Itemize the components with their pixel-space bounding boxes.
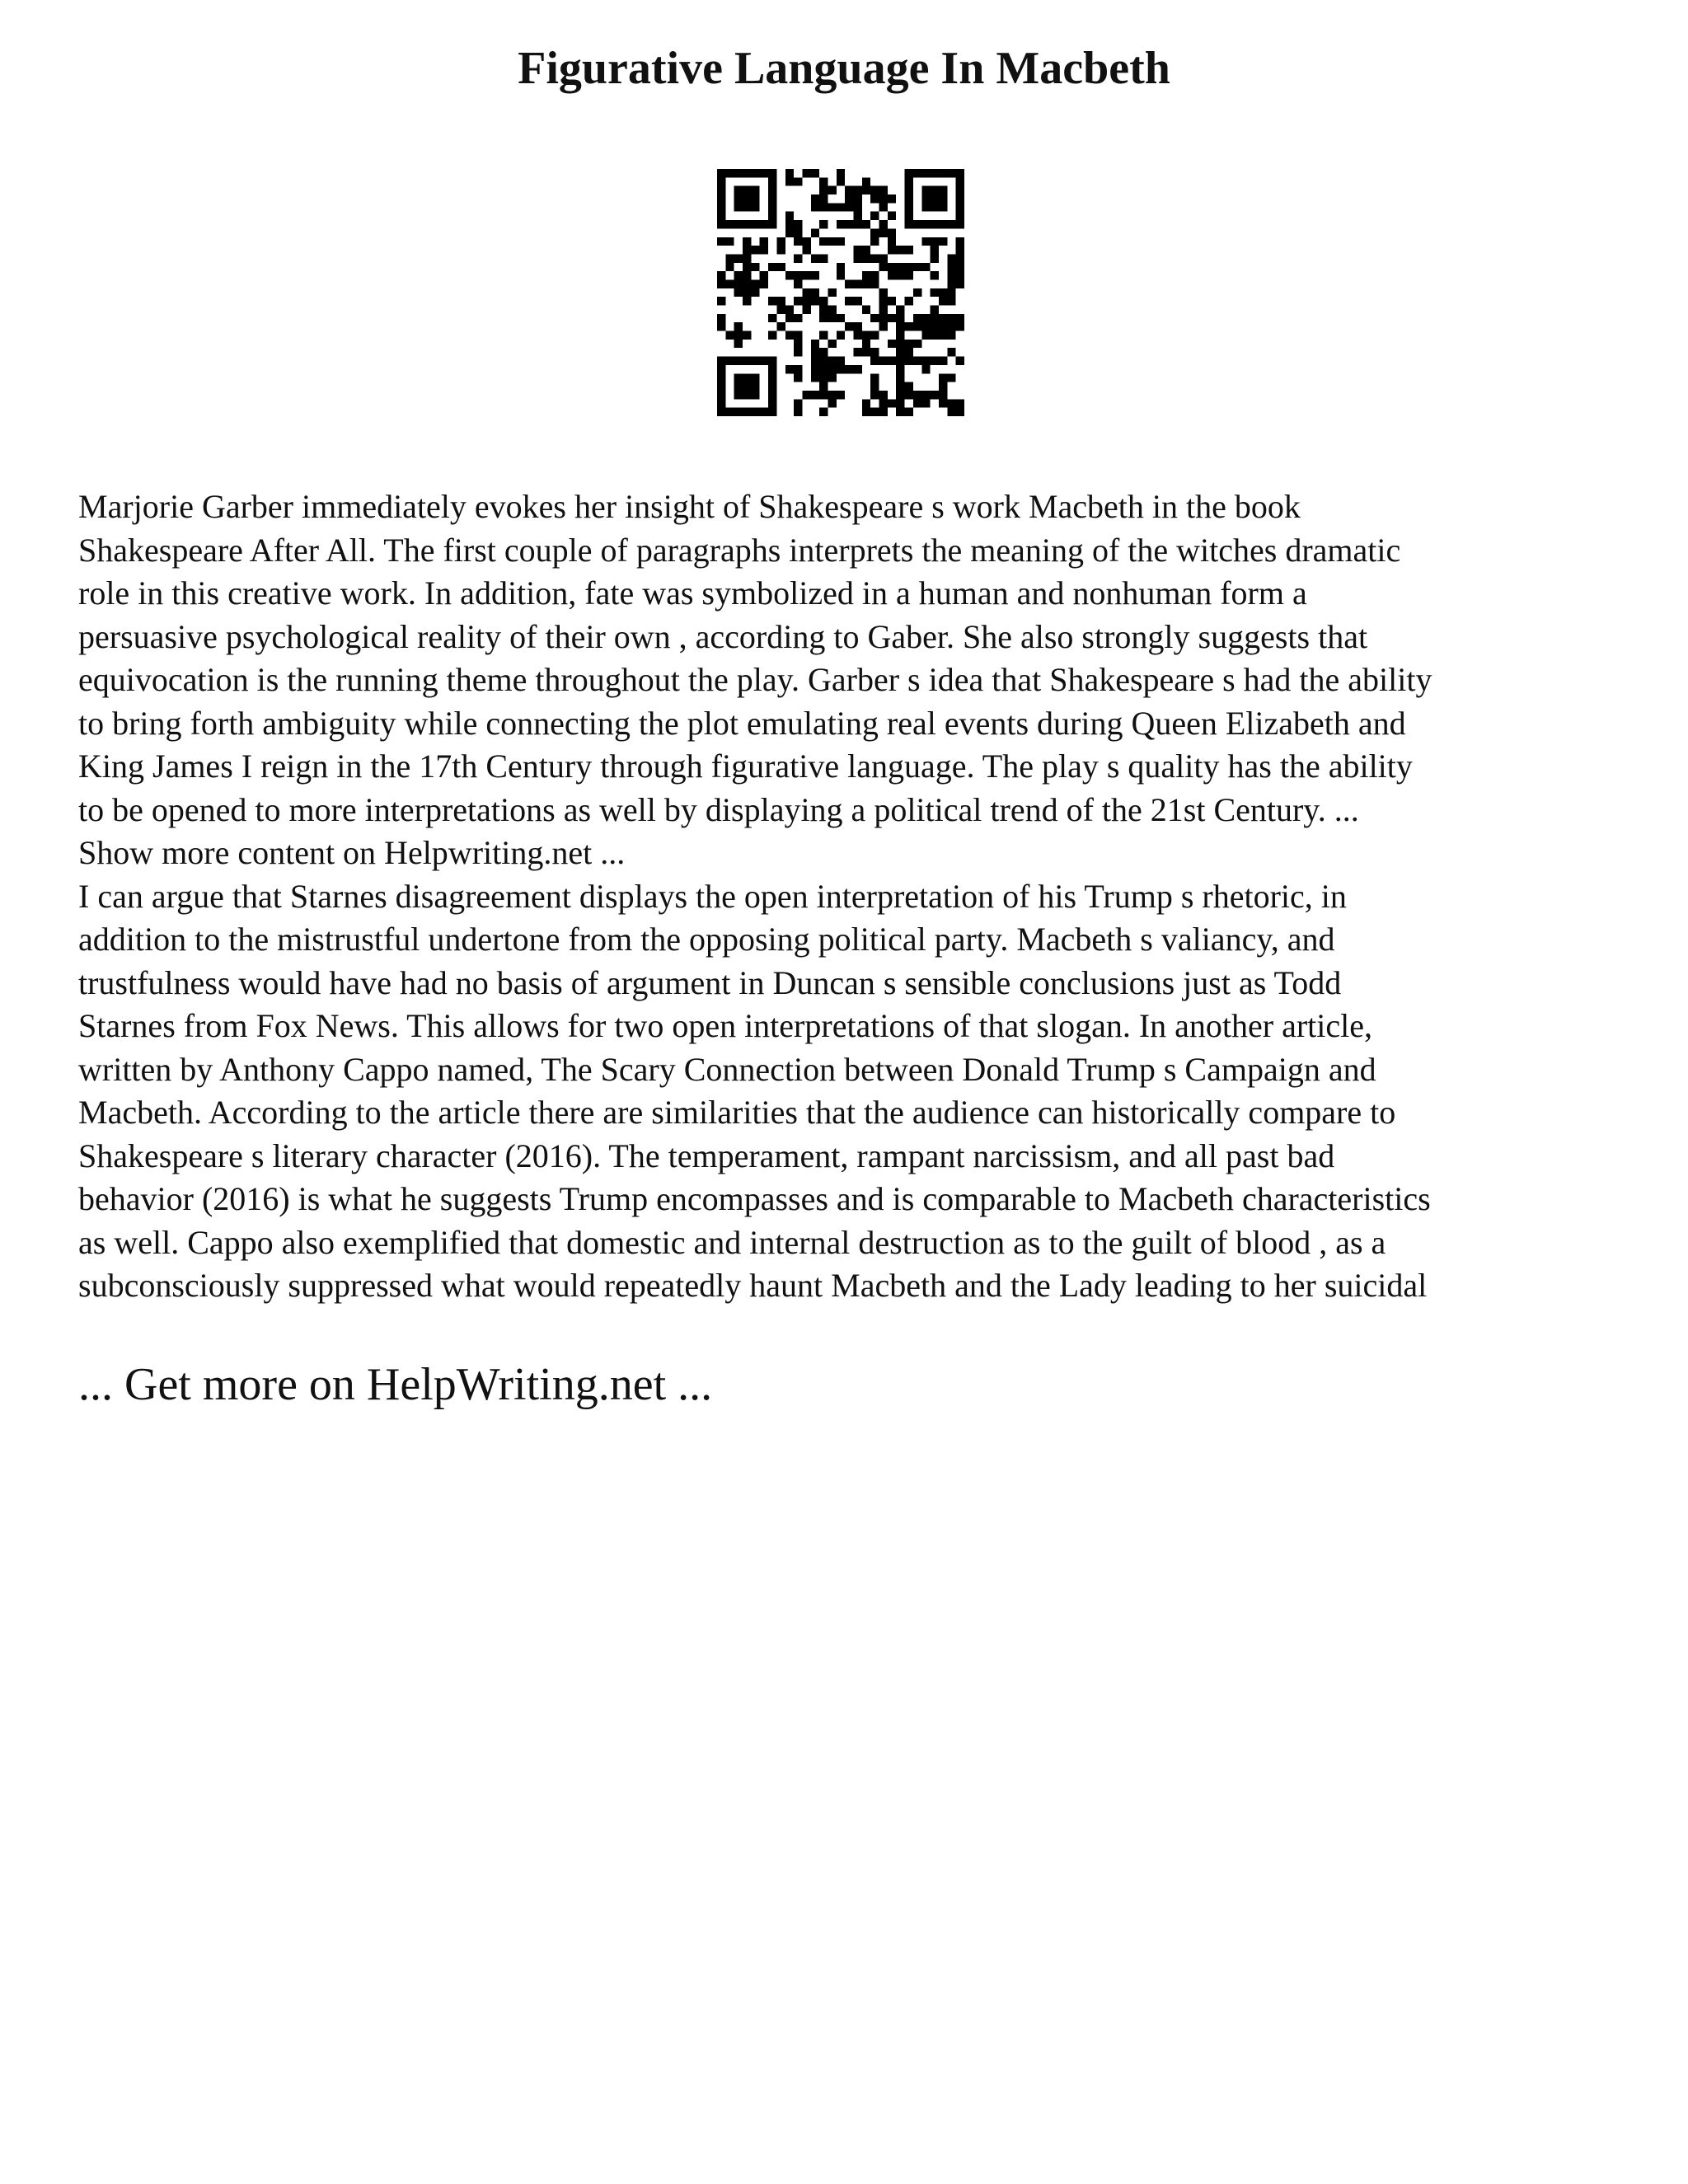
text-line: addition to the mistrustful undertone from the opposing political party. Macbeth s valiancy, and (78, 921, 1335, 958)
body-text (78, 485, 1628, 1308)
text-line: to bring forth ambiguity while connecting the plot emulating real events during Queen Elizabeth and (78, 704, 1406, 742)
text-line: role in this creative work. In addition, fate was symbolized in a human and nonhuman form a (78, 574, 1307, 612)
qr-code-icon (717, 169, 964, 416)
text-line: Macbeth. According to the article there are similarities that the audience can historically compare to (78, 1094, 1396, 1131)
text-line: equivocation is the running theme throughout the play. Garber s idea that Shakespeare s had the ability (78, 661, 1432, 698)
get-more-link[interactable]: ... Get more on HelpWriting.net ... (78, 1359, 713, 1410)
text-line: persuasive psychological reality of their own , according to Gaber. She also strongly suggests that (78, 617, 1368, 655)
text-line: Starnes from Fox News. This allows for two open interpretations of that slogan. In another article, (78, 1007, 1373, 1044)
text-line: I can argue that Starnes disagreement displays the open interpretation of his Trump s rhetoric, in (78, 877, 1347, 915)
text-line: King James I reign in the 17th Century through figurative language. The play s quality has the ability (78, 748, 1413, 785)
text-line: Shakespeare s literary character (2016). The temperament, rampant narcissism, and all past bad (78, 1137, 1335, 1174)
text-line: behavior (2016) is what he suggests Trump encompasses and is comparable to Macbeth characteristics (78, 1180, 1431, 1217)
text-line: as well. Cappo also exemplified that domestic and internal destruction as to the guilt of blood , as a (78, 1223, 1386, 1261)
text-line: subconsciously suppressed what would repeatedly haunt Macbeth and the Lady leading to her suicidal (78, 1267, 1428, 1304)
text-line: Shakespeare After All. The first couple of paragraphs interprets the meaning of the witches dramatic (78, 531, 1401, 569)
show-more-link[interactable]: Show more content on Helpwriting.net ... (78, 834, 626, 871)
text-line: Marjorie Garber immediately evokes her insight of Shakespeare s work Macbeth in the book (78, 488, 1301, 525)
text-line: trustfulness would have had no basis of argument in Duncan s sensible conclusions just as Todd (78, 963, 1342, 1001)
page-title: Figurative Language In Macbeth (518, 43, 1170, 94)
text-line: to be opened to more interpretations as well by displaying a political trend of the 21st Century. ... (78, 790, 1359, 828)
text-line: written by Anthony Cappo named, The Scary Connection between Donald Trump s Campaign and (78, 1050, 1376, 1088)
